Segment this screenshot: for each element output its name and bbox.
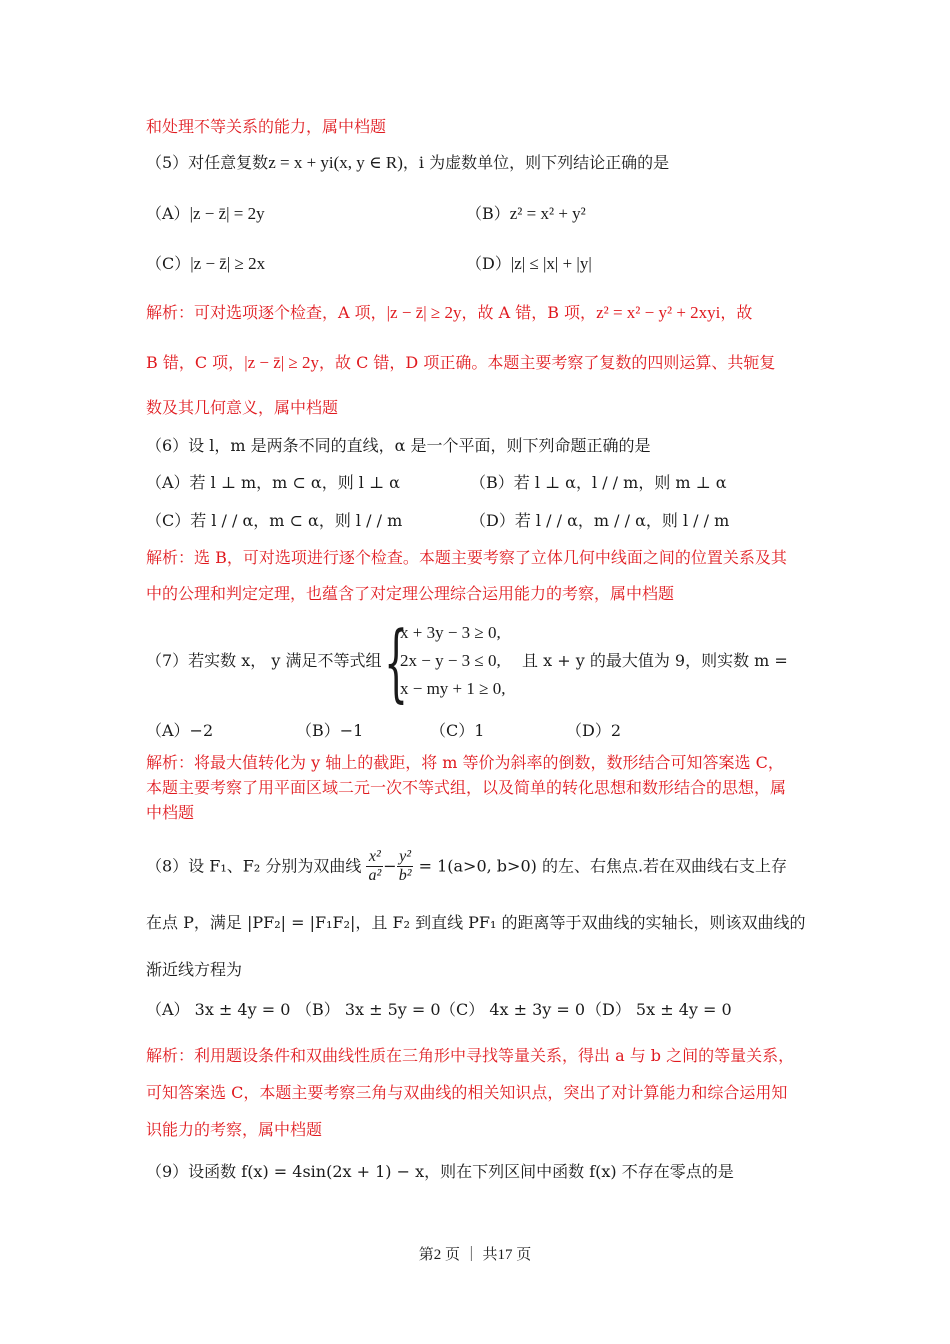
question-6-stem: （6）设 l，m 是两条不同的直线，α 是一个平面，则下列命题正确的是 [146, 436, 651, 455]
question-9-stem: （9）设函数 f(x) = 4sin(2x + 1) − x，则在下列区间中函数 f(x) 不存在零点的是 [146, 1162, 734, 1181]
option-a: （A）若 l ⊥ m，m ⊂ α，则 l ⊥ α [146, 473, 400, 492]
solution-line: 数及其几何意义，属中档题 [146, 398, 339, 417]
option-a: （A） 3x ± 4y = 0 [146, 1000, 291, 1019]
option-c: （C）若 l / / α，m ⊂ α，则 l / / m [146, 511, 403, 530]
brace-symbol: { [384, 613, 409, 711]
question-8-stem [146, 848, 787, 885]
solution-line: 解析：选 B，可对选项进行逐个检查。本题主要考察了立体几何中线面之间的位置关系及其 [146, 548, 787, 567]
solution-line: 本题主要考察了用平面区域二元一次不等式组，以及简单的转化思想和数形结合的思想，属 [146, 778, 787, 797]
stem-text: ，i 为虚数单位，则下列结论正确的是 [402, 153, 670, 172]
solution-text: ，故 A 错，B 项， [461, 303, 597, 322]
option-d: （D）2 [566, 721, 622, 740]
option-a [146, 203, 265, 225]
option-c: （C） 4x ± 3y = 0 [440, 1000, 586, 1019]
question-7-stem: （7）若实数 x， y 满足不等式组 [146, 651, 382, 670]
denominator: b² [398, 867, 412, 884]
solution-line: 中的公理和判定定理，也蕴含了对定理公理综合运用能力的考察，属中档题 [146, 584, 675, 603]
formula: z = x + yi(x, y ∈ R) [268, 153, 403, 172]
solution-line [146, 352, 775, 374]
page-footer: 第2 页 ｜ 共17 页 [418, 1247, 532, 1263]
fraction [397, 848, 414, 885]
question-5-stem [146, 152, 669, 174]
solution-text: B 错，C 项， [146, 353, 245, 372]
denominator: a² [368, 867, 382, 884]
formula: z² = x² − y² + 2xyi [596, 303, 721, 322]
inequality: x + 3y − 3 ≥ 0, [400, 623, 501, 642]
stem-text: = 1(a>0, b>0) 的左、右焦点.若在双曲线右支上存 [418, 856, 788, 876]
option-b: （B）若 l ⊥ α，l / / m，则 m ⊥ α [470, 473, 727, 492]
option-d: （D） 5x ± 4y = 0 [586, 1000, 732, 1019]
question-8-line: 在点 P，满足 |PF₂| = |F₁F₂|，且 F₂ 到直线 PF₁ 的距离等于双曲线的实轴长，则该双曲线的 [146, 913, 806, 932]
option-label: （B） [466, 204, 510, 223]
option-label: （C） [146, 254, 191, 273]
option-d: （D）若 l / / α，m / / α，则 l / / m [470, 511, 730, 530]
stem-text: （5）对任意复数 [146, 153, 269, 172]
solution-text: 解析：可对选项逐个检查，A 项， [146, 303, 387, 322]
minus-sign: − [383, 856, 397, 876]
numerator: x² [366, 848, 383, 867]
inequality: 2x − y − 3 ≤ 0, [400, 651, 501, 670]
question-8-line: 渐近线方程为 [146, 960, 243, 979]
solution-text: ，故 C 错，D 项正确。本题主要考察了复数的四则运算、共轭复 [319, 353, 776, 372]
formula: |z − z̄| ≥ 2y [244, 353, 320, 372]
formula: |z − z̄| ≥ 2x [190, 254, 266, 273]
option-c: （C）1 [430, 721, 485, 740]
text-line: 和处理不等关系的能力，属中档题 [146, 117, 387, 136]
option-b [466, 203, 586, 225]
option-a: （A）−2 [146, 721, 214, 740]
solution-line: 识能力的考察，属中档题 [146, 1120, 323, 1139]
solution-line: 解析：利用题设条件和双曲线性质在三角形中寻找等量关系，得出 a 与 b 之间的等量关系， [146, 1046, 795, 1065]
solution-line: 中档题 [146, 803, 195, 822]
formula: |z| ≤ |x| + |y| [510, 254, 592, 273]
solution-text: ，故 [720, 303, 753, 322]
solution-line [146, 302, 752, 324]
formula: |z − z̄| = 2y [189, 204, 265, 223]
fraction [366, 848, 383, 885]
formula: z² = x² + y² [509, 204, 586, 223]
formula: |z − z̄| ≥ 2y [386, 303, 462, 322]
stem-text: （8）设 F₁、F₂ 分别为双曲线 [146, 856, 362, 876]
numerator: y² [397, 848, 414, 867]
inequality-system [146, 613, 846, 711]
option-label: （D） [466, 254, 511, 273]
option-d [466, 253, 592, 275]
solution-line: 解析：将最大值转化为 y 轴上的截距，将 m 等价为斜率的倒数，数形结合可知答案选 C， [146, 753, 784, 772]
question-7-stem-tail: 且 x + y 的最大值为 9，则实数 m = [522, 651, 788, 670]
inequality: x − my + 1 ≥ 0, [400, 679, 506, 698]
option-c [146, 253, 265, 275]
option-b: （B） 3x ± 5y = 0 [296, 1000, 441, 1019]
option-label: （A） [146, 204, 190, 223]
option-b: （B）−1 [296, 721, 364, 740]
solution-line: 可知答案选 C，本题主要考察三角与双曲线的相关知识点，突出了对计算能力和综合运用知 [146, 1083, 788, 1102]
